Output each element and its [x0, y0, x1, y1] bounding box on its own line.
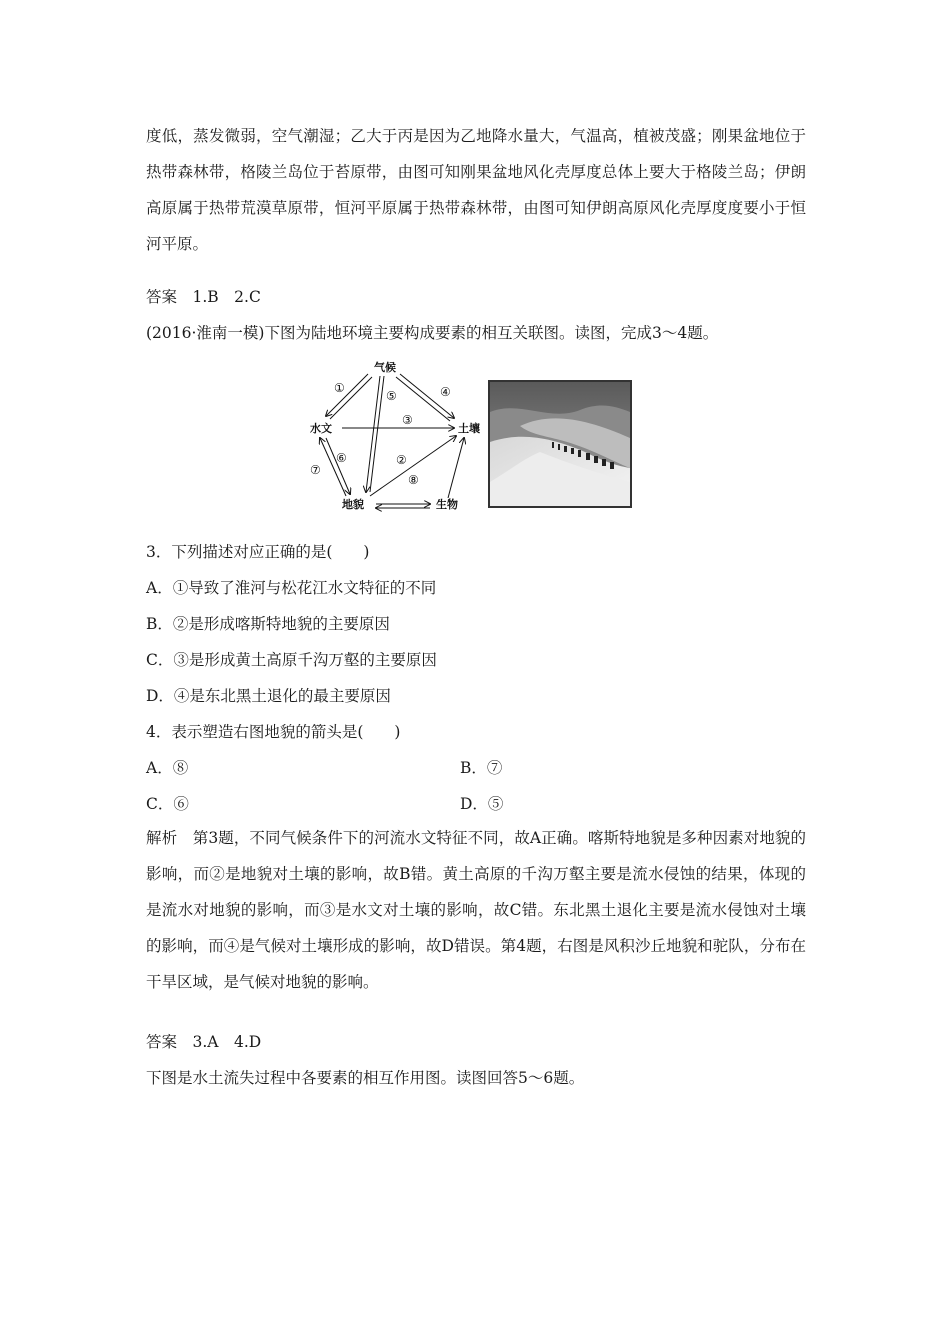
intro-3-4: (2016·淮南一模)下图为陆地环境主要构成要素的相互关联图。读图，完成3～4题。: [146, 324, 719, 342]
q3-option-d: D．④是东北黑土退化的最主要原因: [146, 687, 391, 705]
explanation-paragraph-prev: 度低，蒸发微弱，空气潮湿；乙大于丙是因为乙地降水量大，气温高，植被茂盛；刚果盆地位于热带森林带，格陵兰岛位于苔原带，由图可知刚果盆地风化壳厚度总体上要大于格陵兰岛；伊朗高原属于热带荒漠草原带，恒河平原属于热带森林带，由图可知伊朗高原风化壳厚度度要小于恒河平原。: [146, 127, 806, 253]
answer-3-4: 答案 3.A 4.D: [146, 1033, 262, 1051]
node-landform: 地貌: [342, 498, 364, 511]
arrow-label-6: ⑥: [336, 451, 347, 465]
node-soil: 土壤: [458, 422, 480, 435]
q4-stem: 4．表示塑造右图地貌的箭头是( ): [146, 723, 401, 741]
arrow-label-8: ⑧: [408, 473, 419, 487]
q4-option-c: C．⑥: [146, 795, 189, 813]
node-climate: 气候: [374, 361, 396, 374]
arrow-label-5: ⑤: [386, 389, 397, 403]
arrow-label-4: ④: [440, 385, 451, 399]
arrow-label-2: ②: [396, 453, 407, 467]
q4-option-d: D．⑤: [460, 795, 504, 813]
explanation-paragraph-3-4: 解析 第3题，不同气候条件下的河流水文特征不同，故A正确。喀斯特地貌是多种因素对地貌的影响，而②是地貌对土壤的影响，故B错。黄土高原的千沟万壑主要是流水侵蚀的结果，体现的是流水对地貌的影响，而③是水文对土壤的影响，故C错。东北黑土退化主要是流水侵蚀对土壤的影响，而④是气候对土壤形成的影响，故D错误。第4题，右图是风积沙丘地貌和驼队，分布在干旱区域，是气候对地貌的影响。: [146, 829, 806, 991]
answer-1-2: 答案 1.B 2.C: [146, 288, 261, 306]
intro-5-6: 下图是水土流失过程中各要素的相互作用图。读图回答5～6题。: [146, 1069, 585, 1087]
q3-option-b: B．②是形成喀斯特地貌的主要原因: [146, 615, 390, 633]
q3-option-c: C．③是形成黄土高原千沟万壑的主要原因: [146, 651, 437, 669]
q4-option-a: A．⑧: [146, 759, 189, 777]
q4-option-b: B．⑦: [460, 759, 503, 777]
arrow-label-7: ⑦: [310, 463, 321, 477]
q3-option-a: A．①导致了淮河与松花江水文特征的不同: [146, 579, 437, 597]
node-hydrology: 水文: [310, 422, 332, 435]
node-biology: 生物: [436, 498, 458, 511]
land-environment-diagram: [306, 358, 488, 514]
q3-stem: 3．下列描述对应正确的是( ): [146, 543, 370, 561]
arrow-label-3: ③: [402, 413, 413, 427]
arrow-label-1: ①: [334, 381, 345, 395]
desert-camel-caravan-photo: [488, 380, 632, 508]
